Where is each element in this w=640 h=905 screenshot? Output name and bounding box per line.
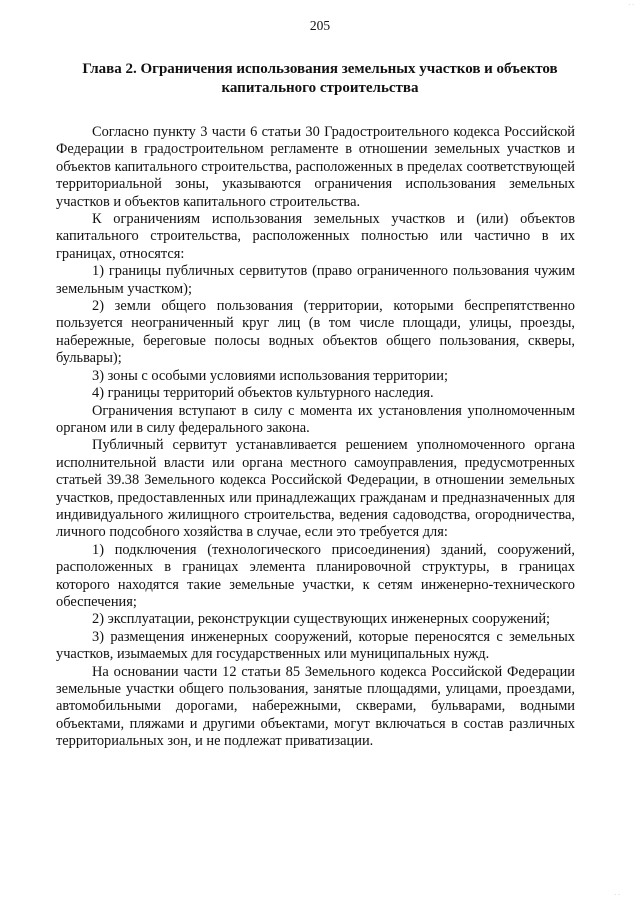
paragraph: На основании части 12 статьи 85 Земельного кодекса Российской Федерации земельные участки общего пользования, занятые площадями, улицами, проездами, автомобильными дорогами, набережными, скверами, бульварами, водными объектами, пляжами и другими объектами, могут включаться в состав различных территориальных зон, и не подлежат приватизации. bbox=[56, 663, 575, 750]
paragraph: Ограничения вступают в силу с момента их установления уполномоченным органом или в силу федерального закона. bbox=[56, 402, 575, 436]
list-item: 2) земли общего пользования (территории, которыми беспрепятственно пользуется неограниченный круг лиц (в том числе площади, улицы, проезды, набережные, береговые полосы водных объектов общего пользования, скверы, бульвары); bbox=[56, 298, 575, 367]
paragraph: К ограничениям использования земельных участков и (или) объектов капитального строительства, расположенных полностью или частично в их границах, относятся: bbox=[56, 211, 575, 262]
corner-mark-bottom: · · bbox=[614, 892, 620, 899]
page-number: 205 bbox=[309, 18, 331, 33]
corner-mark-top: · · bbox=[628, 2, 634, 9]
paragraph: Согласно пункту 3 части 6 статьи 30 Градостроительного кодекса Российской Федерации в градостроительном регламенте в отношении земельных участков и объектов капитального строительства, расположенных в пределах соответствующей территориальной зоны, указываются ограничения использования земельных участков и объектов капитального строительства. bbox=[56, 124, 575, 210]
list-item: 3) размещения инженерных сооружений, которые переносятся с земельных участков, изымаемых для государственных или муниципальных нужд. bbox=[56, 628, 575, 663]
list-item: 2) эксплуатации, реконструкции существующих инженерных сооружений; bbox=[92, 611, 551, 628]
list-item: 3) зоны с особыми условиями использования территории; bbox=[92, 367, 448, 384]
paragraph: Публичный сервитут устанавливается решением уполномоченного органа исполнительной власти или органа местного самоуправления, предусмотренных статьей 39.38 Земельного кодекса Российской Федерации, в отношении земельных участков, предоставленных или принадлежащих гражданам и предназначенных для индивидуального жилищного строительства, ведения садоводства, огородничества, личного подсобного хозяйства в случае, если это требуется для: bbox=[56, 437, 575, 541]
list-item: 1) границы публичных сервитутов (право ограниченного пользования чужим земельным участком); bbox=[56, 263, 575, 297]
list-item: 4) границы территорий объектов культурного наследия. bbox=[92, 385, 434, 402]
document-body bbox=[56, 124, 575, 751]
list-item: 1) подключения (технологического присоединения) зданий, сооружений, расположенных в границах элемента планировочной структуры, в границах которого находятся такие земельные участки, к сетям инженерно-технического обеспечения; bbox=[56, 541, 575, 610]
chapter-title: Глава 2. Ограничения использования земельных участков и объектов капитального строительства bbox=[82, 61, 558, 96]
